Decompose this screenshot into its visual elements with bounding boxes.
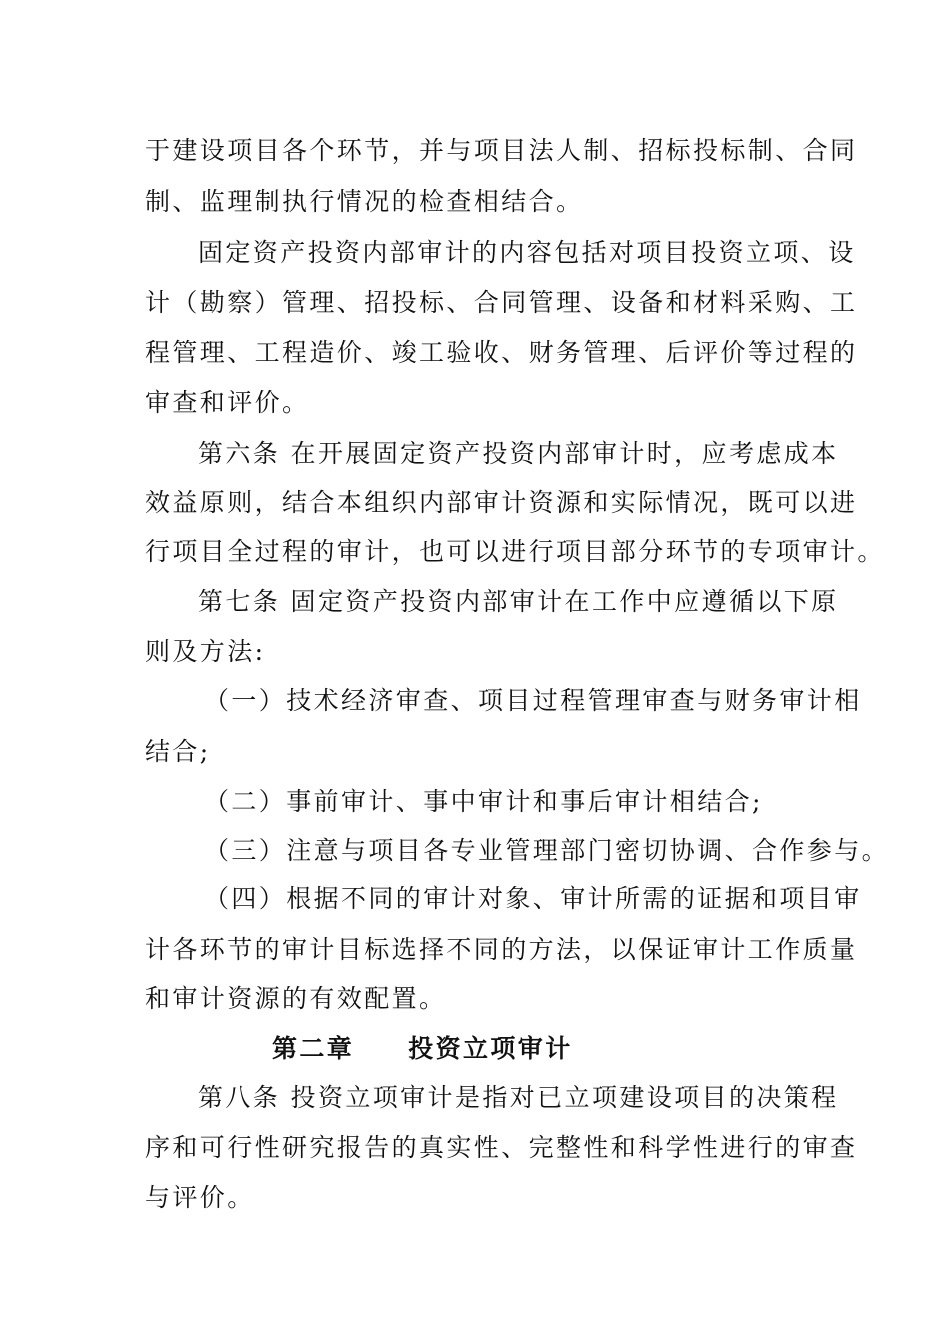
article-line: 第六条 在开展固定资产投资内部审计时，应考虑成本	[198, 439, 839, 468]
article-line: 第八条 投资立项审计是指对已立项建设项目的决策程	[198, 1083, 839, 1112]
article-line: 则及方法:	[145, 637, 266, 666]
article-line: 效益原则，结合本组织内部审计资源和实际情况，既可以进	[145, 488, 858, 517]
article-line: 行项目全过程的审计，也可以进行项目部分环节的专项审计。	[145, 537, 885, 566]
article-line: 与评价。	[145, 1183, 255, 1212]
list-item-line: 和审计资源的有效配置。	[145, 984, 447, 1013]
paragraph-line: 固定资产投资内部审计的内容包括对项目投资立项、设	[198, 238, 856, 267]
article-line: 序和可行性研究报告的真实性、完整性和科学性进行的审查	[145, 1133, 858, 1162]
article-line: 第七条 固定资产投资内部审计在工作中应遵循以下原	[198, 587, 839, 616]
paragraph-line: 制、监理制执行情况的检查相结合。	[145, 187, 584, 216]
list-item-line: 结合;	[145, 737, 211, 766]
paragraph-line: 于建设项目各个环节，并与项目法人制、招标投标制、合同	[145, 136, 858, 165]
list-item-line: （二）事前审计、事中审计和事后审计相结合;	[204, 787, 763, 816]
chapter-title: 投资立项审计	[408, 1034, 573, 1063]
list-item-line: （一）技术经济审查、项目过程管理审查与财务审计相	[204, 686, 862, 715]
paragraph-line: 计（勘察）管理、招投标、合同管理、设备和材料采购、工	[145, 288, 858, 317]
chapter-heading	[272, 1033, 573, 1065]
paragraph-line: 审查和评价。	[145, 388, 310, 417]
chapter-number: 第二章	[272, 1034, 355, 1063]
paragraph-line: 程管理、工程造价、竣工验收、财务管理、后评价等过程的	[145, 338, 858, 367]
list-item-line: （三）注意与项目各专业管理部门密切协调、合作参与。	[204, 836, 890, 865]
list-item-line: 计各环节的审计目标选择不同的方法，以保证审计工作质量	[145, 935, 858, 964]
list-item-line: （四）根据不同的审计对象、审计所需的证据和项目审	[204, 884, 862, 913]
